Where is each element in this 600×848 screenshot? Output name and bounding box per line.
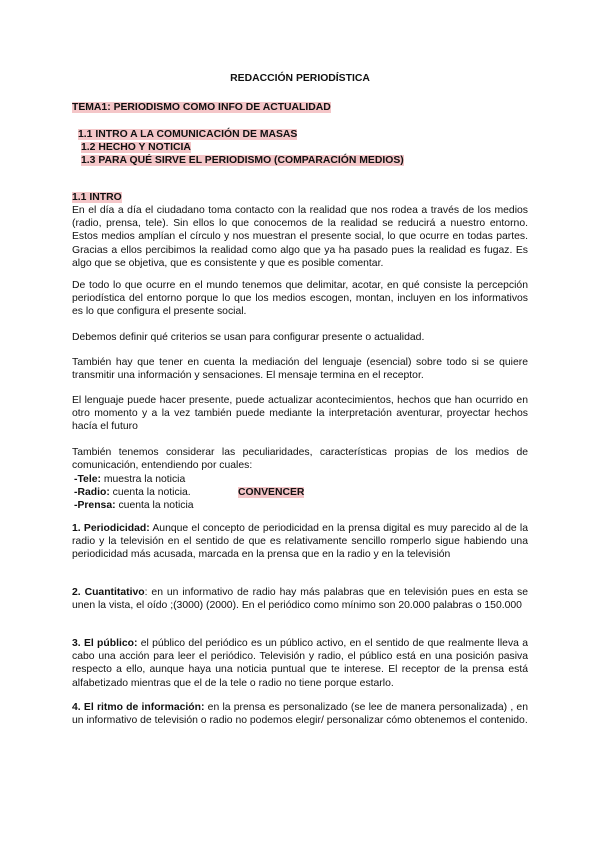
media-item: -Radio: cuenta la noticia. [74, 487, 191, 499]
section-heading [72, 191, 122, 204]
media-item: -Prensa: cuenta la noticia [74, 500, 194, 512]
table-of-contents [78, 128, 404, 167]
toc-item: 1.2 HECHO Y NOTICIA [81, 142, 191, 153]
document-title [0, 72, 600, 85]
section-heading-text: 1.1 INTRO [72, 192, 122, 203]
paragraph: El lenguaje puede hacer presente, puede actualizar acontecimientos, hechos que han ocurrido en otro momento y a la vez también puede mediante la interpretación aventurar, proyectar hechos hacía el futuro [72, 395, 528, 433]
media-item: -Tele: muestra la noticia [74, 474, 186, 485]
document-title-text: REDACCIÓN PERIODÍSTICA [230, 73, 370, 84]
highlight-word [238, 486, 304, 499]
toc-item: 1.3 PARA QUÉ SIRVE EL PERIODISMO (COMPARACIÓN MEDIOS) [81, 155, 404, 166]
toc-item: 1.1 INTRO A LA COMUNICACIÓN DE MASAS [78, 129, 298, 140]
paragraph: De todo lo que ocurre en el mundo tenemos que delimitar, acotar, en qué consiste la percepción periodística del entorno porque lo que los medios escogen, montan, incluyen en los informativos es lo que configura el presente social. [72, 280, 528, 318]
numbered-point: 2. Cuantitativo: en un informativo de radio hay más palabras que en televisión pues en esta se unen la vista, el oído ;(3000) (2000). En el periódico como mínimo son 20.000 palabras o 150.000 [72, 587, 528, 612]
paragraph: También tenemos considerar las peculiaridades, características propias de los medios de comunicación, entendiendo por cuales: [72, 447, 528, 472]
paragraph: También hay que tener en cuenta la mediación del lenguaje (esencial) sobre todo si se quiere transmitir una información y sensaciones. El mensaje termina en el receptor. [72, 357, 528, 382]
numbered-point: 1. Periodicidad: Aunque el concepto de periodicidad en la prensa digital es muy parecido al de la radio y la televisión en el sentido de que es relativamente sencillo romperlo sigue habiendo una periodicidad más acusada, marcada en la prensa que en la radio y en la televisión [72, 523, 528, 561]
highlight-word-text: CONVENCER [238, 487, 305, 498]
numbered-point: 4. El ritmo de información: en la prensa es personalizado (se lee de manera personalizada) , en un informativo de televisión o radio no podemos elegir/ personalizar cómo obtenemos el contenido. [72, 702, 528, 727]
media-list [74, 473, 194, 513]
paragraph: Debemos definir qué criterios se usan para configurar presente o actualidad. [72, 332, 425, 343]
numbered-point: 3. El público: el público del periódico es un público activo, en el sentido de que realmente lleva a cabo una acción para leer el periódico. Televisión y radio, el público está en una posición pasiva respecto a ello, aunque haya una noticia puntual que te interese. El receptor de la prensa está alfabetizado mientras que el de la tele o radio no tiene porque estarlo. [72, 638, 528, 689]
paragraph: En el día a día el ciudadano toma contacto con la realidad que nos rodea a través de los medios (radio, prensa, tele). Sin ellos lo que conocemos de la realidad se reducirá a nuestro entorno. Estos medios amplían el círculo y nos muestran el presente social, lo que ocurre en todas partes. Gracias a ellos percibimos la realidad como algo que ya ha pasado pues la realidad es fugaz. Es algo que se objetiva, que es consistente y que es posible comentar. [72, 205, 528, 269]
topic-heading [72, 101, 331, 114]
topic-heading-text: TEMA1: PERIODISMO COMO INFO DE ACTUALIDAD [72, 102, 331, 113]
